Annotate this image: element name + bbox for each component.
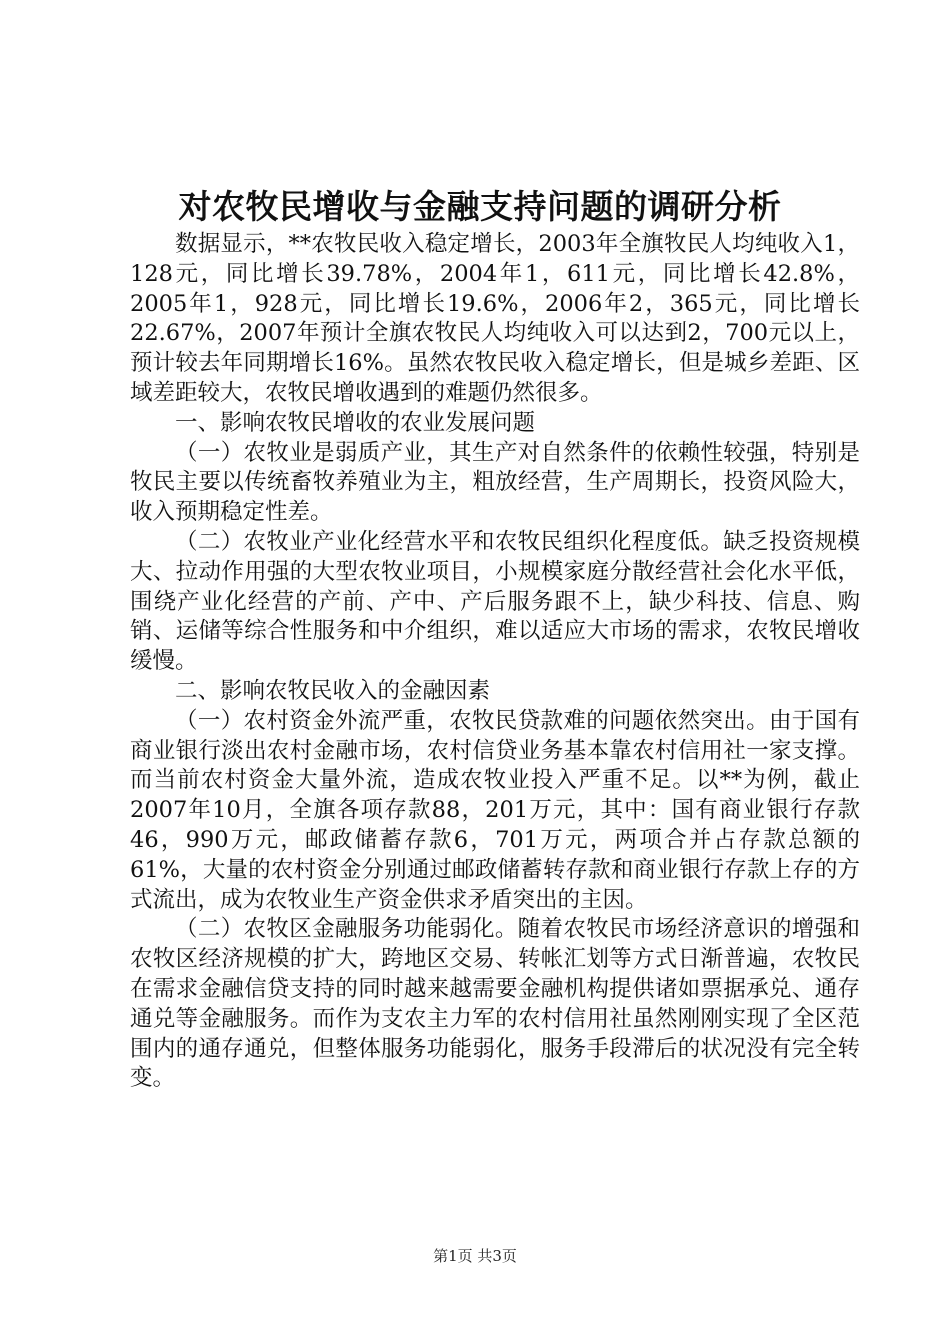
paragraph-1-1: （一）农牧业是弱质产业，其生产对自然条件的依赖性较强，特别是牧民主要以传统畜牧养殖业为主，粗放经营，生产周期长，投资风险大，收入预期稳定性差。 [130,439,860,526]
paragraph-1-2: （二）农牧业产业化经营水平和农牧民组织化程度低。缺乏投资规模大、拉动作用强的大型农牧业项目，小规模家庭分散经营社会化水平低，围绕产业化经营的产前、产中、产后服务跟不上，缺少科技、信息、购销、运储等综合性服务和中介组织，难以适应大市场的需求，农牧民增收缓慢。 [130,528,860,675]
paragraph-2-1: （一）农村资金外流严重，农牧民贷款难的问题依然突出。由于国有商业银行淡出农村金融市场，农村信贷业务基本靠农村信用社一家支撑。而当前农村资金大量外流，造成农牧业投入严重不足。以**为例，截止2007年10月，全旗各项存款88，201万元，其中：国有商业银行存款46，990万元，邮政储蓄存款6，701万元，两项合并占存款总额的61%，大量的农村资金分别通过邮政储蓄转存款和商业银行存款上存的方式流出，成为农牧业生产资金供求矛盾突出的主因。 [130,707,860,913]
section-heading-1: 一、影响农牧民增收的农业发展问题 [175,409,536,436]
paragraph-2-2: （二）农牧区金融服务功能弱化。随着农牧民市场经济意识的增强和农牧区经济规模的扩大，跨地区交易、转帐汇划等方式日渐普遍，农牧民在需求金融信贷支持的同时越来越需要金融机构提供诸如票据承兑、通存通兑等金融服务。而作为支农主力军的农村信用社虽然刚刚实现了全区范围内的通存通兑，但整体服务功能弱化，服务手段滞后的状况没有完全转变。 [130,916,860,1092]
section-heading-2: 二、影响农牧民收入的金融因素 [175,677,491,704]
document-body [130,230,860,1094]
paragraph-intro: 数据显示，**农牧民收入稳定增长，2003年全旗牧民人均纯收入1，128元，同比增长39.78%，2004年1，611元，同比增长42.8%，2005年1，928元，同比增长19.6%，2006年2，365元，同比增长22.67%，2007年预计全旗农牧民人均纯收入可以达到2，700元以上，预计较去年同期增长16%。虽然农牧民收入稳定增长，但是城乡差距、区域差距较大，农牧民增收遇到的难题仍然很多。 [130,231,860,406]
document-title: 对农牧民增收与金融支持问题的调研分析 [178,187,782,226]
page-number-footer: 第1页 共3页 [433,1247,517,1265]
